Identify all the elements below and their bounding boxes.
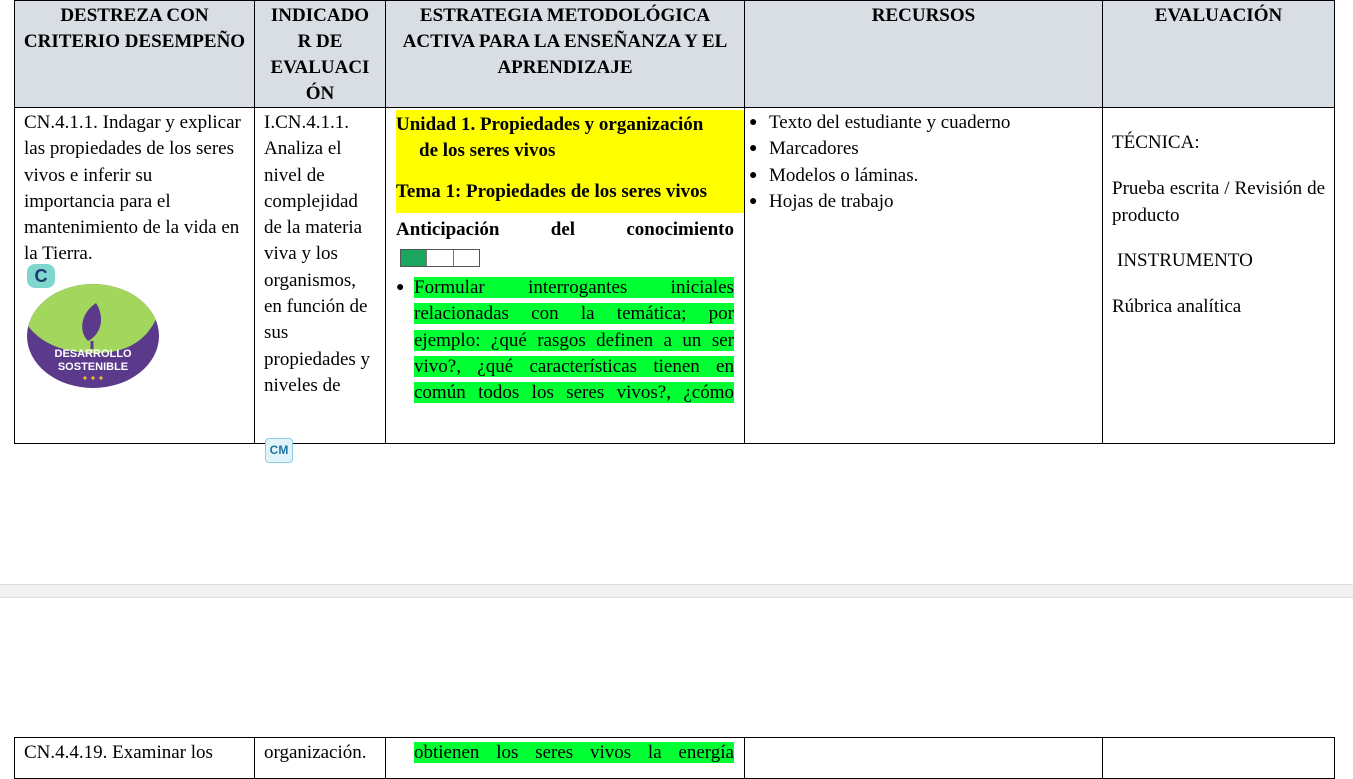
estrategia-cell[interactable] xyxy=(386,108,745,444)
destreza-text: CN.4.1.1. Indagar y explicar las propiedades de los seres vivos e inferir su importancia para el mantenimiento de la vida en la Tierra. xyxy=(24,112,241,265)
progress-segment-1 xyxy=(401,250,427,266)
sustainable-development-logo xyxy=(26,283,160,389)
technique-value: Prueba escrita / Revisión de producto xyxy=(1112,178,1325,226)
list-item: ● Texto del estudiante y cuaderno xyxy=(769,110,1102,136)
formulate-text: Formular interrogantes iniciales relacionadas con la temática; por ejemplo: ¿qué rasgos definen a un ser vivo?, ¿qué características tienen en común todos los seres vivos?, ¿cómo xyxy=(414,277,734,404)
indicador-cell[interactable] xyxy=(255,738,386,779)
header-indicador: INDICADO R DE EVALUACI ÓN xyxy=(255,1,386,108)
instrument-value: Rúbrica analítica xyxy=(1112,296,1242,318)
evaluacion-cell[interactable] xyxy=(1103,108,1335,444)
recursos-cell[interactable] xyxy=(745,108,1103,444)
logo-text-2: SOSTENIBLE xyxy=(57,361,129,373)
recursos-cell[interactable] xyxy=(745,738,1103,779)
progress-segment-3 xyxy=(454,250,479,266)
strategy-text: obtienen los seres vivos la energía xyxy=(414,742,734,763)
indicador-text: organización. xyxy=(264,742,367,763)
indicador-text: I.CN.4.1.1. Analiza el nivel de complejidad de la materia viva y los organismos, en función de sus propiedades y niveles de xyxy=(264,112,371,396)
header-evaluacion: EVALUACIÓN xyxy=(1103,1,1335,108)
table-row xyxy=(15,108,1335,444)
logo-text-1: DESARROLLO xyxy=(54,348,132,360)
c-icon: C xyxy=(27,264,55,288)
list-item: ● Hojas de trabajo xyxy=(769,189,1102,215)
progress-segment-2 xyxy=(427,250,453,266)
destreza-cell[interactable] xyxy=(15,738,255,779)
formulate-bullet xyxy=(396,275,734,406)
phase-progress xyxy=(400,249,480,267)
list-item: ● Marcadores xyxy=(769,136,1102,162)
planning-table xyxy=(14,0,1335,444)
page-break xyxy=(0,584,1353,598)
unit-title: Unidad 1. Propiedades y organización xyxy=(396,114,704,135)
list-item: ● Modelos o láminas. xyxy=(769,163,1102,189)
indicador-cell[interactable] xyxy=(255,108,386,444)
unit-highlight xyxy=(396,110,744,213)
table-row xyxy=(15,738,1335,779)
topic-title: Tema 1: Propiedades de los seres vivos xyxy=(396,180,708,202)
unit-title-cont: de los seres vivos xyxy=(419,140,556,162)
planning-table-continued xyxy=(14,737,1335,779)
evaluacion-cell[interactable] xyxy=(1103,738,1335,779)
anticipation-heading: Anticipación del conocimiento xyxy=(396,218,734,240)
header-estrategia: ESTRATEGIA METODOLÓGICA ACTIVA PARA LA ENSEÑANZA Y EL APRENDIZAJE xyxy=(386,1,745,108)
destreza-text: CN.4.4.19. Examinar los xyxy=(24,742,213,763)
cm-icon: CM xyxy=(265,438,293,463)
header-recursos: RECURSOS xyxy=(745,1,1103,108)
estrategia-cell[interactable] xyxy=(386,738,745,779)
instrument-label: INSTRUMENTO xyxy=(1117,249,1253,271)
technique-label: TÉCNICA: xyxy=(1112,132,1200,153)
bullet-icon: ● xyxy=(396,280,405,296)
header-row xyxy=(15,1,1335,108)
resources-list xyxy=(745,110,1102,215)
header-destreza: DESTREZA CON CRITERIO DESEMPEÑO xyxy=(15,1,255,108)
